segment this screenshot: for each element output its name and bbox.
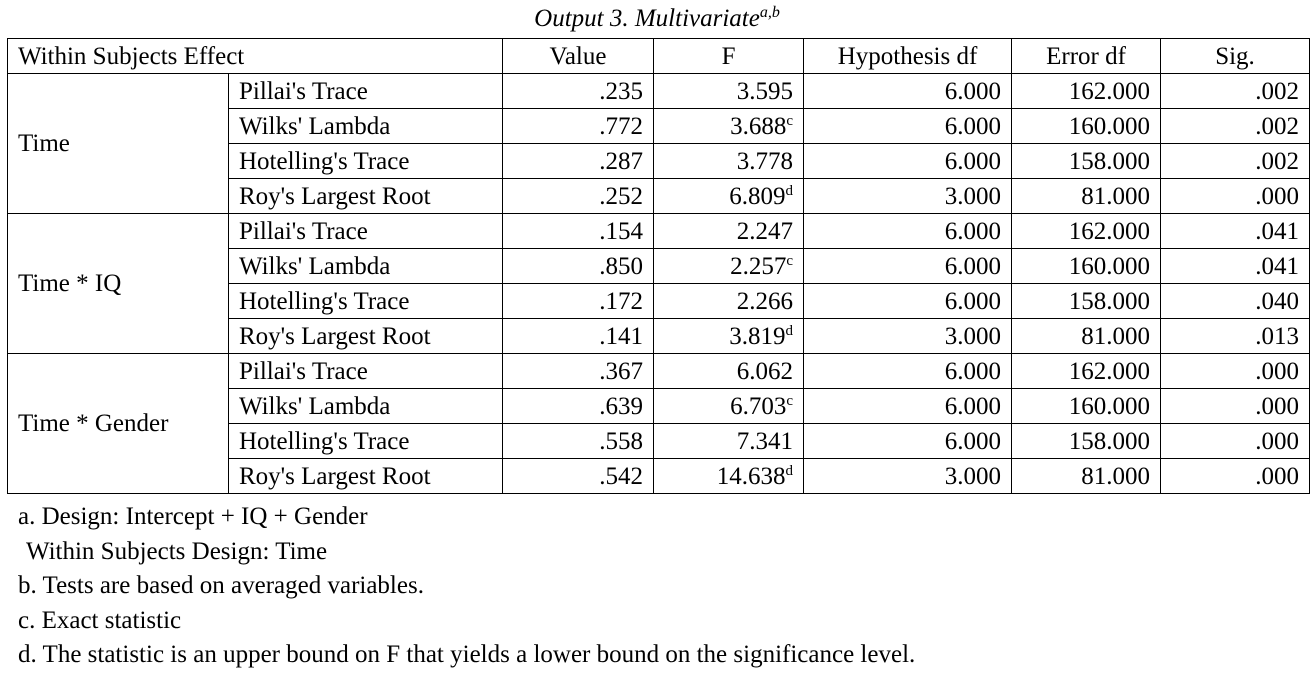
caption-text: Output 3. Multivariate — [534, 5, 760, 32]
caption-superscript: a,b — [759, 4, 780, 21]
f-footnote-marker: c — [786, 252, 794, 269]
f-value: 14.638 — [716, 462, 786, 490]
effect-label: Time * Gender — [8, 354, 229, 494]
error-df-cell: 81.000 — [1012, 459, 1161, 494]
multivariate-table — [7, 38, 1310, 494]
f-footnote-marker: d — [785, 462, 794, 479]
table-row — [8, 214, 1310, 249]
f-cell — [654, 389, 804, 424]
error-df-cell: 160.000 — [1012, 249, 1161, 284]
hypothesis-df-cell: 6.000 — [804, 389, 1012, 424]
value-cell: .252 — [503, 179, 654, 214]
f-cell — [654, 424, 804, 459]
f-footnote-marker: d — [785, 322, 794, 339]
f-value: 3.688 — [730, 112, 787, 140]
sig-cell: .000 — [1161, 424, 1310, 459]
table-row — [8, 74, 1310, 109]
f-cell — [654, 109, 804, 144]
header-sig: Sig. — [1161, 39, 1310, 74]
sig-cell: .041 — [1161, 214, 1310, 249]
f-value: 3.778 — [736, 147, 794, 175]
footnote-d: d. The statistic is an upper bound on F that yields a lower bound on the significance level. — [18, 641, 916, 669]
f-value: 7.341 — [736, 427, 794, 455]
statistic-name: Wilks' Lambda — [229, 109, 503, 144]
f-cell — [654, 459, 804, 494]
error-df-cell: 158.000 — [1012, 144, 1161, 179]
f-cell — [654, 74, 804, 109]
statistic-name: Roy's Largest Root — [229, 179, 503, 214]
f-footnote-marker: c — [786, 392, 794, 409]
f-value: 6.703 — [730, 392, 787, 420]
error-df-cell: 158.000 — [1012, 284, 1161, 319]
f-cell — [654, 284, 804, 319]
statistic-name: Wilks' Lambda — [229, 249, 503, 284]
hypothesis-df-cell: 6.000 — [804, 354, 1012, 389]
f-cell — [654, 354, 804, 389]
value-cell: .639 — [503, 389, 654, 424]
value-cell: .850 — [503, 249, 654, 284]
sig-cell: .000 — [1161, 389, 1310, 424]
statistic-name: Hotelling's Trace — [229, 284, 503, 319]
footnote-a-continued: Within Subjects Design: Time — [26, 537, 328, 565]
hypothesis-df-cell: 3.000 — [804, 179, 1012, 214]
f-value: 3.595 — [736, 77, 794, 105]
header-effect: Within Subjects Effect — [8, 39, 503, 74]
footnote-a: a. Design: Intercept + IQ + Gender — [18, 503, 368, 530]
f-value: 6.809 — [729, 182, 786, 210]
value-cell: .772 — [503, 109, 654, 144]
sig-cell: .002 — [1161, 144, 1310, 179]
footnote-b: b. Tests are based on averaged variables. — [18, 572, 424, 600]
statistic-name: Hotelling's Trace — [229, 144, 503, 179]
error-df-cell: 162.000 — [1012, 214, 1161, 249]
value-cell: .558 — [503, 424, 654, 459]
error-df-cell: 162.000 — [1012, 354, 1161, 389]
statistic-name: Pillai's Trace — [229, 74, 503, 109]
f-value: 2.257 — [730, 252, 787, 280]
table-row — [8, 354, 1310, 389]
f-cell — [654, 179, 804, 214]
value-cell: .154 — [503, 214, 654, 249]
sig-cell: .041 — [1161, 249, 1310, 284]
error-df-cell: 158.000 — [1012, 424, 1161, 459]
table-caption — [0, 4, 1314, 34]
f-footnote-marker: c — [786, 112, 794, 129]
value-cell: .542 — [503, 459, 654, 494]
value-cell: .287 — [503, 144, 654, 179]
error-df-cell: 160.000 — [1012, 389, 1161, 424]
footnotes — [18, 500, 915, 673]
hypothesis-df-cell: 6.000 — [804, 249, 1012, 284]
f-cell — [654, 249, 804, 284]
sig-cell: .040 — [1161, 284, 1310, 319]
header-error-df: Error df — [1012, 39, 1161, 74]
footnote-c: c. Exact statistic — [18, 606, 182, 634]
f-value: 3.819 — [729, 322, 786, 350]
statistic-name: Roy's Largest Root — [229, 459, 503, 494]
sig-cell: .000 — [1161, 459, 1310, 494]
hypothesis-df-cell: 3.000 — [804, 459, 1012, 494]
sig-cell: .013 — [1161, 319, 1310, 354]
statistic-name: Pillai's Trace — [229, 354, 503, 389]
hypothesis-df-cell: 3.000 — [804, 319, 1012, 354]
sig-cell: .000 — [1161, 179, 1310, 214]
f-value: 6.062 — [736, 357, 794, 385]
hypothesis-df-cell: 6.000 — [804, 109, 1012, 144]
statistic-name: Roy's Largest Root — [229, 319, 503, 354]
sig-cell: .000 — [1161, 354, 1310, 389]
statistic-name: Wilks' Lambda — [229, 389, 503, 424]
effect-label: Time * IQ — [8, 214, 229, 354]
f-cell — [654, 214, 804, 249]
header-f: F — [654, 39, 804, 74]
table-body — [8, 74, 1310, 494]
hypothesis-df-cell: 6.000 — [804, 74, 1012, 109]
effect-label: Time — [8, 74, 229, 214]
f-cell — [654, 319, 804, 354]
error-df-cell: 81.000 — [1012, 179, 1161, 214]
sig-cell: .002 — [1161, 74, 1310, 109]
f-value: 2.266 — [736, 287, 794, 315]
error-df-cell: 81.000 — [1012, 319, 1161, 354]
f-cell — [654, 144, 804, 179]
hypothesis-df-cell: 6.000 — [804, 424, 1012, 459]
f-footnote-marker: d — [785, 182, 794, 199]
sig-cell: .002 — [1161, 109, 1310, 144]
value-cell: .172 — [503, 284, 654, 319]
error-df-cell: 162.000 — [1012, 74, 1161, 109]
header-value: Value — [503, 39, 654, 74]
value-cell: .235 — [503, 74, 654, 109]
hypothesis-df-cell: 6.000 — [804, 284, 1012, 319]
value-cell: .141 — [503, 319, 654, 354]
hypothesis-df-cell: 6.000 — [804, 144, 1012, 179]
hypothesis-df-cell: 6.000 — [804, 214, 1012, 249]
error-df-cell: 160.000 — [1012, 109, 1161, 144]
value-cell: .367 — [503, 354, 654, 389]
statistic-name: Hotelling's Trace — [229, 424, 503, 459]
header-hypothesis-df: Hypothesis df — [804, 39, 1012, 74]
statistic-name: Pillai's Trace — [229, 214, 503, 249]
f-value: 2.247 — [736, 217, 794, 245]
header-row — [8, 39, 1310, 74]
